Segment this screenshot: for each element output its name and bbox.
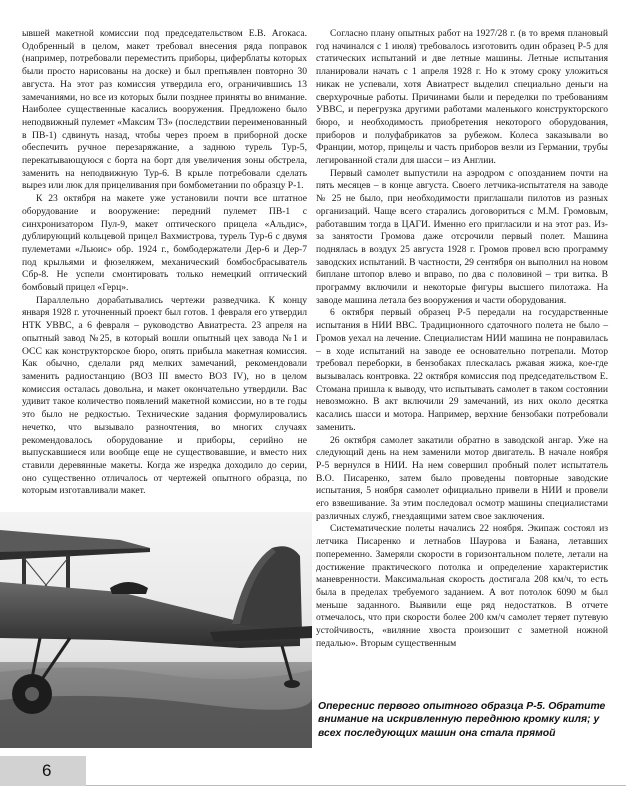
paragraph: 6 октября первый образец Р-5 передали на государственные испытания в НИИ ВВС. Традиционного сдаточного полета не было – Громов уехал на лечение. Специалистам НИИ машина не понравилась – в ходе испытаний на заводе ее основательно потрепали. Мотор требовал переборки, в бензобаках плескалась ржавая жижа, кое-где вызывалась контровка. 22 октября комиссия под председательством Е. Стомана пришла к выводу, что испытывать самолет в таком состоянии невозможно. В акт включили 29 замечаний, из них около десятка касались шасси и мотора. Например, верхние бензобаки потребовали заменить.	[316, 307, 608, 433]
paragraph: ывшей макетной комиссии под председательством Е.В. Агокаса. Одобренный в целом, макет требовал внесения ряда поправок (например, потребовали переместить приборы, циферблаты которых были просто нарисованы на доске) и был препъявлен повторно 30 августа. На этот раз комиссия утвердила его, ограничившись 13 замечаниями, но все из которых были позднее приняты во внимание. Наиболее существенные касались вооружения. Предложено было неподвижный пулемет «Максим ТЗ» (последствии переименованный в ПВ-1) сдвинуть назад, чтобы через проем в приборной доске обеспечить ручное перезаряжание, а заднюю турель Тур-5, перекатывающуюся с борта на борт для увеличения зоны обстрела, заменить на неподвижную Тур-6. В крыле потребовали сделать вырез или люк для прицеливания при бомбометании по образцу Р-1.	[22, 28, 307, 192]
text-column-left	[22, 28, 307, 498]
photo-caption: Опереснис первого опытного образца Р-5. Обратите внимание на искривленную переднюю кромку киля; у всех последующих машин она стала прямой	[318, 701, 606, 739]
paragraph: Систематические полеты начались 22 ноября. Экипаж состоял из летчика Писаренко и летнабов Шаурова и Баяана, летавших попеременно. Замеряли скорости в горизонтальном полете, летали на достижение практического потолка и определение характеристик маневренности. Максимальная скорость достигала 208 км/ч, то есть была в пределах требуемого заданием. А вот потолок 6090 м был меньше заданного. Выявили еще ряд недостатков. В отчете отмечалось, что при скорости более 200 км/ч самолет теряет путевую устойчивость, «виляние хвоста произошит с заметной ножной педалью». Вторым существенным	[316, 523, 608, 649]
text-column-right	[316, 28, 608, 650]
paragraph: К 23 октября на макете уже установили почти все штатное оборудование и вооружение: передний пулемет ПВ-1 с синхронизатором Пул-9, макет оптического прицела «Альдис», дублирующий кольцевой прицел Вахмистрова, турель Тур-6 с двумя пулеметами «Льюис» обр. 1924 г., бомбодержатели Дер-6 и Дер-7 под крыльями и фюзеляжем, механический бомбосбрасыватель Сбр-8. Не успели смонтировать только немецкий оптический бомбовый прицел «Герц».	[22, 193, 307, 294]
footer-rule	[86, 785, 626, 786]
page-number: 6	[0, 756, 86, 786]
biplane-photo	[0, 512, 312, 748]
paragraph: Параллельно дорабатывались чертежи разведчика. К концу января 1928 г. уточненный проект был готов. 1 февраля его утвердил НТК УВВС, а 6 февраля – руководство Авиатреста. 23 апреля на опытный завод №25, в который вошли опытный цех завода №1 и ОСС как конструкторское бюро, опять прибыла макетная комиссия. Как обычно, сделали ряд мелких замечаний, рекомендовали заменить радиостанцию (ВОЗ III вместо ВОЗ IV), но в целом комиссия осталась довольна, и макет окончательно утвердили. Вас удивит такое количество появлений макетной комиссии, но в те годы это было не редкостью. Технические задания формулировались нечетко, что вызывало разночтения, во многих случаях рекомендовалось оборудование и приборы, серийно не выпускавшиеся или вообще еще не существовавшие, и вместо них ставили деревянные макеты. Когда же изредка доходило до серии, оно существенно отличалось от чертежей опытного образца, по которым изготавливали макет.	[22, 294, 307, 497]
paragraph: Первый самолет выпустили на аэродром с опозданием почти на пять месяцев – в конце августа. Своего летчика-испытателя на заводе № 25 не было, при необходимости приглашали пилотов из разных организаций. Чаще всего старались договориться с М.М. Громовым, работавшим тогда в ЦАГИ. Именно его пригласили и на этот раз. Из-за занятости Громова даже отсрочили первый полет. Машина поднялась в воздух 25 августа 1928 г. Громов провел всю программу заводских испытаний. В частности, 29 сентября он выполнил на новом биплане штопор влево и вправо, по два с половиной – три витка. В программу включили и некоторые фигуры высшего пилотажа. На заводе машина летала без вооружения и части оборудования.	[316, 167, 608, 306]
paragraph: 26 октября самолет закатили обратно в заводской ангар. Уже на следующий день на нем заменили мотор двигатель. В начале ноября Р-5 вернулся в НИИ. На нем совершил пробный полет испытатель В.О. Писаренко, затем было проведены повторные заводские испытания, 5 ноября самолет официально привели в НИИ и провели его взвешивание. За этим последовал осмотр машины специалистами различных служб, гнездаящими затем свое заключения.	[316, 434, 608, 522]
paragraph: Согласно плану опытных работ на 1927/28 г. (в то время плановый год начинался с 1 июля) требовалось изготовить один образец Р-5 для статических испытаний и две летные машины. Летные испытания планировали начать с 1 апреля 1928 г. Но к этому сроку уложиться никак не успевали, хотя Авиатрест выделил специально деньги на сверхурочные работы. Причинами были и переделки по требованиям УВВС, и перегрузка другими работами маленького конструкторского бюро, и необходимость приобретения некоторого оборудования, приборов и полуфабрикатов за рубежом. Колеса заказывали во Франции, мотор, прицелы и часть приборов везли из Германии, трубы легированной стали для шасси – из Англии.	[316, 28, 608, 167]
